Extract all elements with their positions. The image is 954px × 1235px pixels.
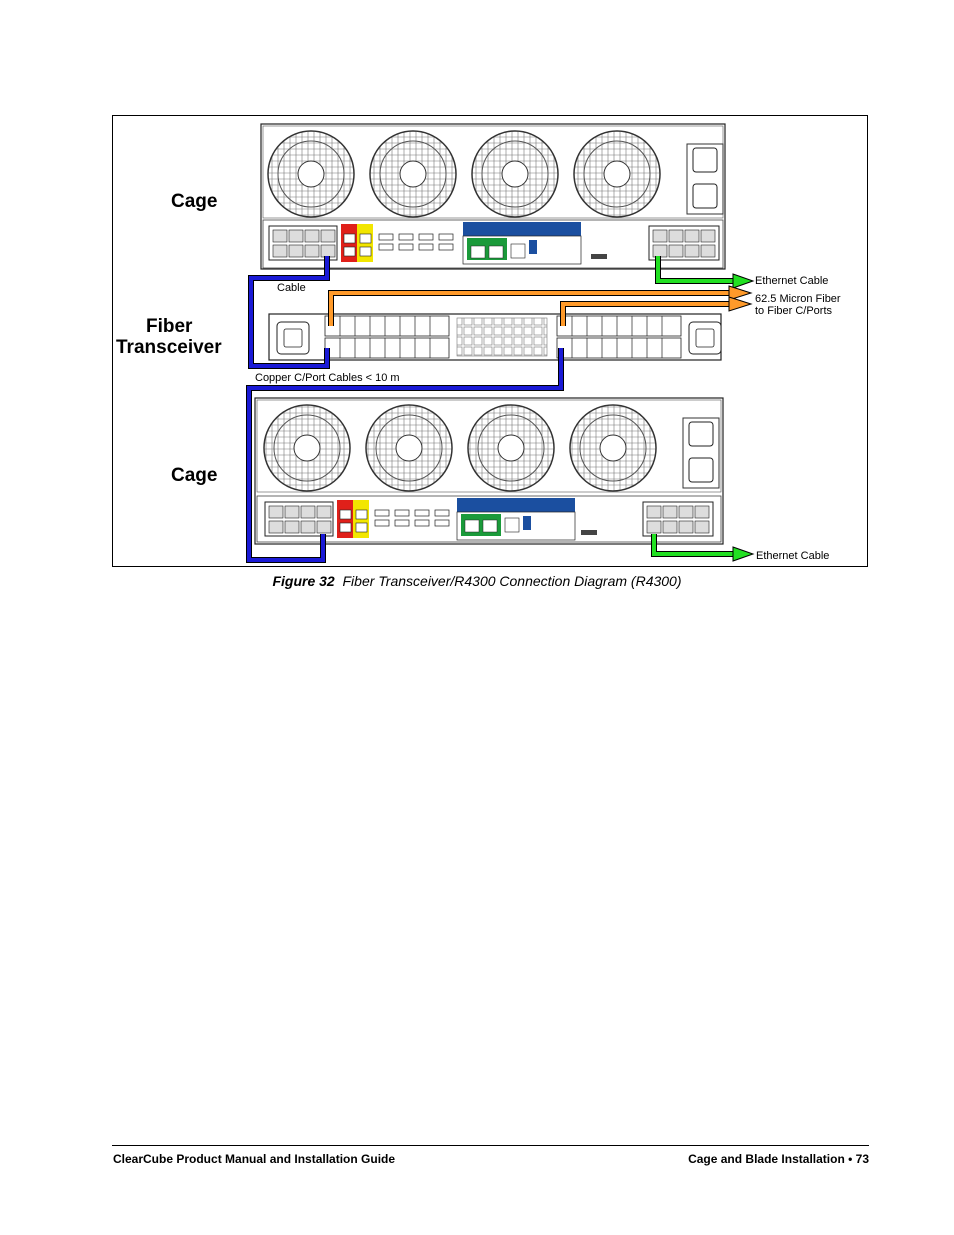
connection-diagram (113, 116, 869, 568)
left-port-block (265, 502, 333, 536)
fan (472, 131, 558, 217)
caption-text: Fiber Transceiver/R4300 Connection Diagram (R4300) (342, 573, 682, 589)
footer-left: ClearCube Product Manual and Installation Guide (113, 1152, 396, 1166)
vent-grid (457, 318, 547, 356)
power-inlet-right (689, 322, 721, 354)
cage-top-label: Cage (171, 191, 218, 212)
fan (264, 405, 350, 491)
right-port-block (643, 502, 713, 536)
fiber-note-line1: 62.5 Micron Fiber (755, 293, 841, 305)
fan (268, 131, 354, 217)
footer-rule (112, 1145, 869, 1146)
ethernet-top-label: Ethernet Cable (755, 275, 829, 287)
figure-caption (0, 573, 954, 589)
fan (574, 131, 660, 217)
cage-bottom-label: Cage (171, 465, 218, 486)
red-yellow-panel (341, 224, 373, 262)
power-inlets (687, 144, 723, 214)
fiber-transceiver (269, 314, 721, 360)
right-port-block (649, 226, 719, 260)
red-yellow-panel (337, 500, 369, 538)
caption-number: Figure 32 (272, 573, 335, 589)
power-inlets (683, 418, 719, 488)
figure-frame (112, 115, 868, 567)
cable-label: Cable (277, 282, 306, 294)
ethernet-bottom-label: Ethernet Cable (756, 550, 830, 562)
bottom-cage (255, 398, 723, 544)
transceiver-label: Transceiver (116, 337, 222, 358)
fiber-note-line2: to Fiber C/Ports (755, 305, 833, 317)
power-inlet-left (277, 322, 309, 354)
copper-cable-label: Copper C/Port Cables < 10 m (255, 372, 400, 384)
left-port-block (269, 226, 337, 260)
fan (370, 131, 456, 217)
fan (570, 405, 656, 491)
cable-arrowheads (729, 274, 753, 561)
top-cage (261, 124, 725, 269)
footer-right: Cage and Blade Installation • 73 (688, 1152, 869, 1166)
fiber-label: Fiber (146, 316, 193, 337)
fan (366, 405, 452, 491)
fan (468, 405, 554, 491)
